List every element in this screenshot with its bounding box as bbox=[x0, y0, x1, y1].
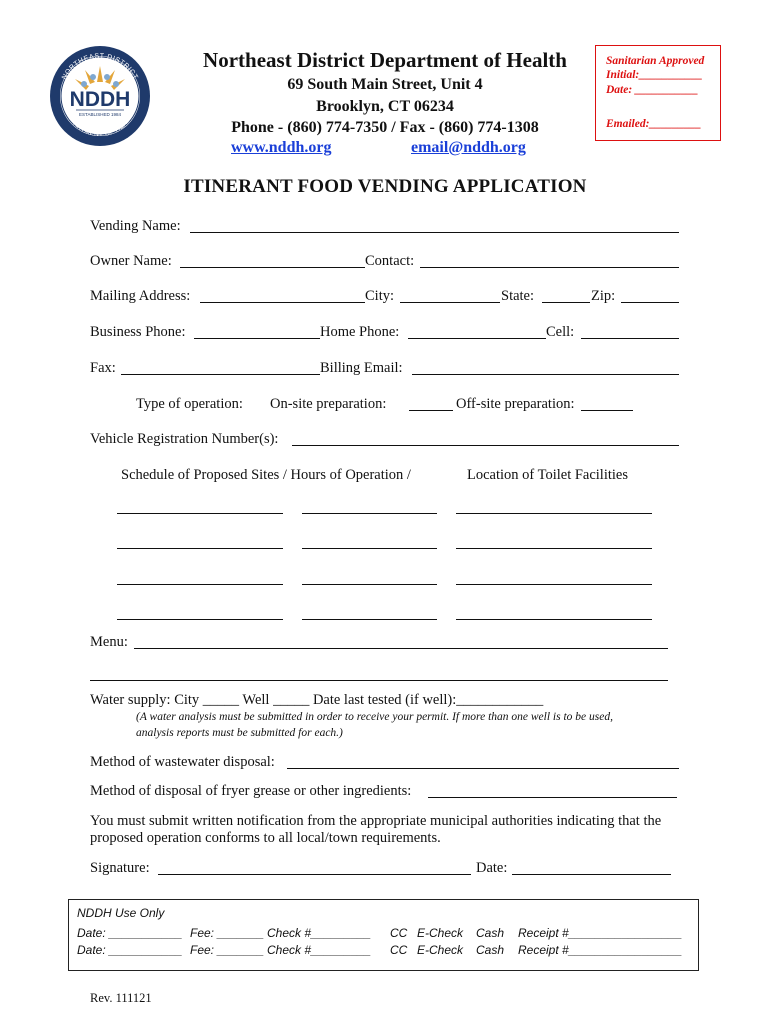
office-fee-field: Fee: _______ bbox=[190, 943, 265, 957]
contact-input[interactable] bbox=[420, 267, 679, 268]
water-supply-field[interactable]: Water supply: City _____ Well _____ Date last tested (if well):____________ bbox=[90, 692, 544, 708]
office-date-field: Date: ___________ bbox=[77, 943, 183, 957]
svg-text:NORTHEAST DISTRICT: NORTHEAST DISTRICT bbox=[61, 52, 139, 81]
office-echeck-option: E-Check bbox=[417, 926, 464, 940]
website-link[interactable]: www.nddh.org bbox=[231, 139, 332, 156]
contact-label: Contact: bbox=[365, 253, 415, 269]
office-cash-option: Cash bbox=[476, 943, 505, 957]
wastewater-label: Method of wastewater disposal: bbox=[90, 754, 275, 770]
schedule-site-input[interactable] bbox=[117, 584, 283, 585]
nddh-use-only-box bbox=[68, 899, 699, 971]
emailed-field: Emailed:_________ bbox=[606, 118, 702, 130]
nddh-logo bbox=[48, 44, 152, 148]
mailing-address-label: Mailing Address: bbox=[90, 288, 191, 304]
svg-text:DEPARTMENT OF HEALTH: DEPARTMENT OF HEALTH bbox=[64, 110, 136, 139]
fryer-grease-label: Method of disposal of fryer grease or other ingredients: bbox=[90, 783, 412, 799]
city-label: City: bbox=[365, 288, 395, 304]
schedule-toilet-input[interactable] bbox=[456, 619, 652, 620]
office-receipt-field: Receipt #_________________ bbox=[518, 943, 683, 957]
owner-name-label: Owner Name: bbox=[90, 253, 172, 269]
schedule-toilet-input[interactable] bbox=[456, 584, 652, 585]
menu-label: Menu: bbox=[90, 634, 128, 650]
schedule-site-input[interactable] bbox=[117, 548, 283, 549]
schedule-site-input[interactable] bbox=[117, 619, 283, 620]
signature-date-input[interactable] bbox=[512, 874, 671, 875]
business-phone-label: Business Phone: bbox=[90, 324, 186, 340]
agency-phone-fax: Phone - (860) 774-7350 / Fax - (860) 774-1308 bbox=[231, 119, 539, 136]
revision-number: Rev. 111121 bbox=[90, 991, 152, 1005]
office-receipt-field: Receipt #_________________ bbox=[518, 926, 683, 940]
vending-name-label: Vending Name: bbox=[90, 218, 181, 234]
form-title: ITINERANT FOOD VENDING APPLICATION bbox=[183, 176, 587, 197]
fax-input[interactable] bbox=[121, 374, 320, 375]
agency-address-line1: 69 South Main Street, Unit 4 bbox=[287, 76, 483, 93]
zip-input[interactable] bbox=[621, 302, 679, 303]
vehicle-registration-input[interactable] bbox=[292, 445, 679, 446]
office-fee-field: Fee: _______ bbox=[190, 926, 265, 940]
office-cash-option: Cash bbox=[476, 926, 505, 940]
menu-input[interactable] bbox=[134, 648, 668, 649]
cell-input[interactable] bbox=[581, 338, 679, 339]
email-link[interactable]: email@nddh.org bbox=[411, 139, 526, 156]
onsite-preparation-input[interactable] bbox=[409, 410, 453, 411]
water-analysis-note-cont: analysis reports must be submitted for each.) bbox=[136, 727, 343, 739]
business-phone-input[interactable] bbox=[194, 338, 320, 339]
toilet-facilities-header: Location of Toilet Facilities bbox=[467, 467, 629, 483]
stamp-date-field: Date: ___________ bbox=[606, 84, 699, 96]
schedule-hours-input[interactable] bbox=[302, 513, 437, 514]
owner-name-input[interactable] bbox=[180, 267, 365, 268]
office-cc-option: CC bbox=[390, 943, 408, 957]
schedule-hours-input[interactable] bbox=[302, 548, 437, 549]
sanitarian-approved-label: Sanitarian Approved bbox=[606, 55, 705, 67]
agency-name: Northeast District Department of Health bbox=[203, 48, 567, 72]
state-input[interactable] bbox=[542, 302, 590, 303]
schedule-toilet-input[interactable] bbox=[456, 548, 652, 549]
menu-input-line2[interactable] bbox=[90, 680, 668, 681]
office-cc-option: CC bbox=[390, 926, 408, 940]
home-phone-input[interactable] bbox=[408, 338, 546, 339]
offsite-preparation-input[interactable] bbox=[581, 410, 633, 411]
office-echeck-option: E-Check bbox=[417, 943, 464, 957]
vehicle-registration-label: Vehicle Registration Number(s): bbox=[90, 431, 279, 447]
mailing-address-input[interactable] bbox=[200, 302, 365, 303]
onsite-preparation-label: On-site preparation: bbox=[270, 396, 387, 412]
billing-email-input[interactable] bbox=[412, 374, 679, 375]
vending-name-input[interactable] bbox=[190, 232, 679, 233]
sanitarian-approval-box bbox=[595, 45, 721, 141]
svg-text:ESTABLISHED 1984: ESTABLISHED 1984 bbox=[79, 112, 121, 117]
water-analysis-note: (A water analysis must be submitted in order to receive your permit. If more than one well is to be used, bbox=[136, 711, 613, 723]
nddh-logo-icon bbox=[48, 44, 152, 148]
use-only-heading: NDDH Use Only bbox=[77, 906, 165, 920]
signature-label: Signature: bbox=[90, 860, 150, 876]
signature-input[interactable] bbox=[158, 874, 471, 875]
cell-label: Cell: bbox=[546, 324, 575, 340]
offsite-preparation-label: Off-site preparation: bbox=[456, 396, 575, 412]
schedule-hours-input[interactable] bbox=[302, 619, 437, 620]
zip-label: Zip: bbox=[591, 288, 616, 304]
initial-field: Initial:___________ bbox=[606, 69, 703, 81]
fryer-grease-input[interactable] bbox=[428, 797, 677, 798]
schedule-toilet-input[interactable] bbox=[456, 513, 652, 514]
svg-text:NDDH: NDDH bbox=[69, 88, 131, 111]
schedule-site-input[interactable] bbox=[117, 513, 283, 514]
schedule-hours-header: Schedule of Proposed Sites / Hours of Operation / bbox=[121, 467, 411, 483]
notification-text-cont: proposed operation conforms to all local/town requirements. bbox=[90, 830, 441, 846]
home-phone-label: Home Phone: bbox=[320, 324, 400, 340]
billing-email-label: Billing Email: bbox=[320, 360, 403, 376]
wastewater-input[interactable] bbox=[287, 768, 679, 769]
agency-address-line2: Brooklyn, CT 06234 bbox=[316, 98, 454, 115]
state-label: State: bbox=[501, 288, 535, 304]
schedule-hours-input[interactable] bbox=[302, 584, 437, 585]
type-of-operation-label: Type of operation: bbox=[136, 396, 243, 412]
signature-date-label: Date: bbox=[476, 860, 508, 876]
notification-text: You must submit written notification from the appropriate municipal authorities indicating that the bbox=[90, 813, 662, 829]
office-check-field: Check #_________ bbox=[267, 943, 372, 957]
office-date-field: Date: ___________ bbox=[77, 926, 183, 940]
city-input[interactable] bbox=[400, 302, 500, 303]
office-check-field: Check #_________ bbox=[267, 926, 372, 940]
fax-label: Fax: bbox=[90, 360, 116, 376]
